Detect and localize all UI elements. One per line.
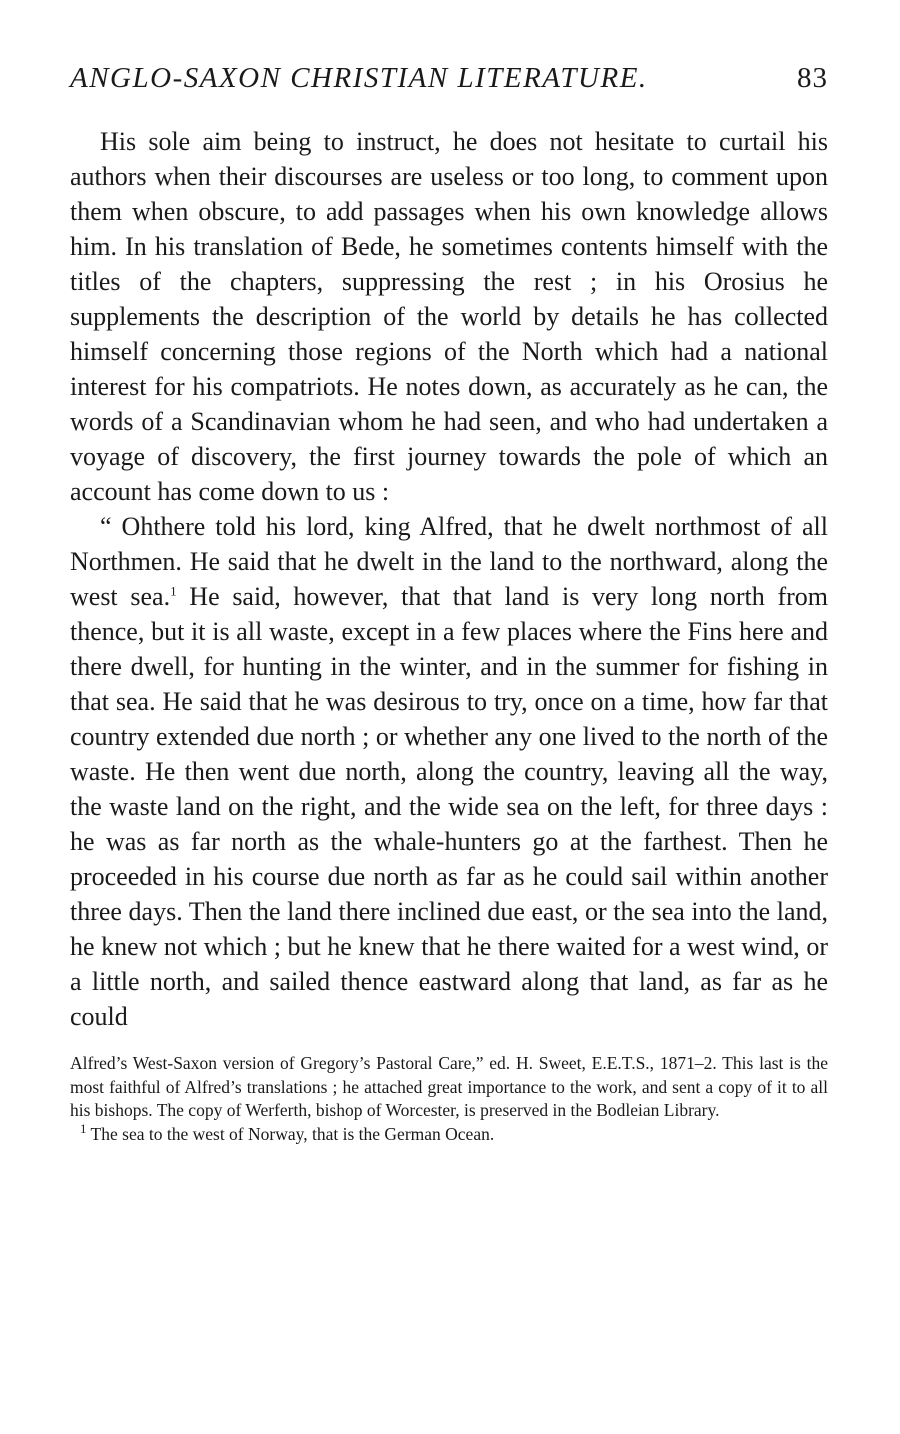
footnote-1-text: The sea to the west of Norway, that is the German Ocean.	[86, 1123, 495, 1144]
running-head-title: ANGLO-SAXON CHRISTIAN LITERATURE.	[70, 62, 648, 94]
book-page	[70, 62, 828, 1146]
footnote-1	[70, 1120, 828, 1147]
footnotes	[70, 1052, 828, 1146]
running-head	[70, 62, 828, 114]
footnote-reference-1: 1	[170, 583, 177, 599]
footnote-1-marker: 1	[80, 1120, 87, 1136]
page-number: 83	[797, 62, 828, 94]
paragraph-1: His sole aim being to instruct, he does not hesitate to curtail his authors when their discourses are useless or too long, to comment upon them when obscure, to add passages when his own knowledge allows him. In his translation of Bede, he sometimes contents himself with the titles of the chapters, suppressing the rest ; in his Orosius he supplements the description of the world by details he has collected himself concerning those regions of the North which had a national interest for his compatriots. He notes down, as accurately as he can, the words of a Scandinavian whom he had seen, and who had undertaken a voyage of discovery, the first journey towards the pole of which an account has come down to us :	[70, 127, 828, 506]
paragraph-2-text-a: “ Ohthere told his lord, king Alfred, that he dwelt northmost of all Northmen. He said that he dwelt in the land to the northward, along the west sea.	[70, 512, 828, 611]
footnote-continued: Alfred’s West-Saxon version of Gregory’s Pastoral Care,” ed. H. Sweet, E.E.T.S., 1871–2. This last is the most faithful of Alfred’s translations ; he attached great importance to the work, and sent a copy of it to all his bishops. The copy of Werferth, bishop of Worcester, is preserved in the Bodleian Library.	[70, 1053, 828, 1120]
paragraph-2-text-b: He said, however, that that land is very long north from thence, but it is all waste, except in a few places where the Fins here and there dwell, for hunting in the winter, and in the summer for fishing in that sea. He said that he was desirous to try, once on a time, how far that country extended due north ; or whether any one lived to the north of the waste. He then went due north, along the country, leaving all the way, the waste land on the right, and the wide sea on the left, for three days : he was as far north as the whale-hunters go at the farthest. Then he proceeded in his course due north as far as he could sail within another three days. Then the land there inclined due east, or the sea into the land, he knew not which ; but he knew that he there waited for a west wind, or a little north, and sailed thence eastward along that land, as far as he could	[70, 582, 828, 1031]
body-text	[70, 124, 828, 1034]
paragraph-2	[70, 509, 828, 1034]
